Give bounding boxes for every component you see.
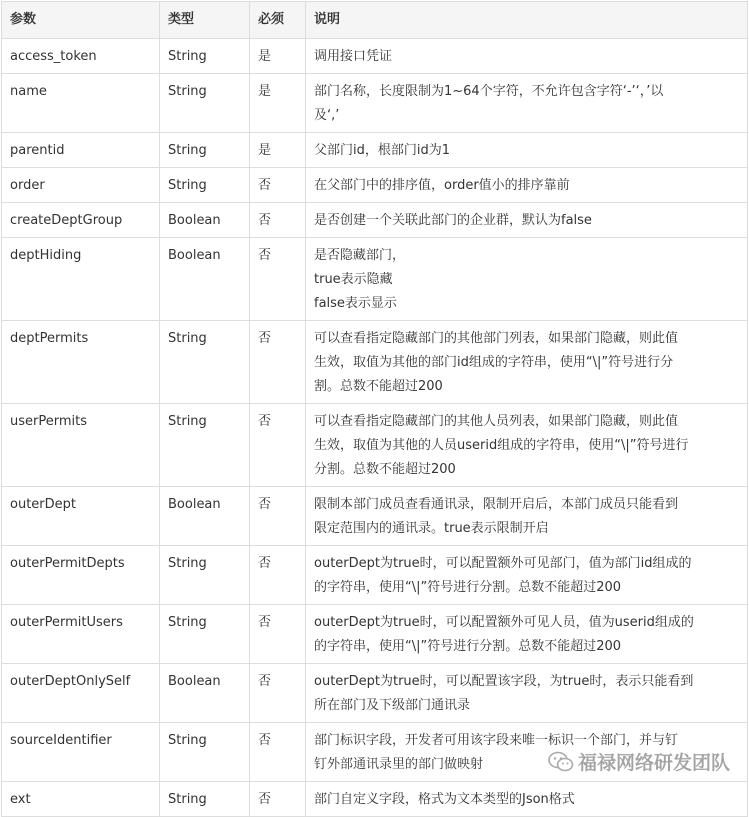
description-cell [306,238,748,321]
description-cell [306,168,748,203]
description-line: 限制本部门成员查看通讯录，限制开启后，本部门成员只能看到 [314,497,679,512]
param-cell: order [2,168,160,203]
type-cell: Boolean [160,238,250,321]
table-row [2,74,748,133]
description-line: outerDept为true时，可以配置该字段，为true时，表示只能看到 [314,674,694,689]
table-header-row [2,2,748,39]
description-line: outerDept为true时，可以配置额外可见部门，值为部门id组成的 [314,556,692,571]
required-cell: 否 [250,487,306,546]
description-cell [306,546,748,605]
type-cell: String [160,74,250,133]
required-cell: 否 [250,723,306,782]
required-cell: 是 [250,74,306,133]
description-line: 的字符串，使用“\|”符号进行分割。总数不能超过200 [314,639,622,654]
type-cell: String [160,723,250,782]
description-line: 部门自定义字段，格式为文本类型的Json格式 [314,792,575,807]
description-line: 父部门id，根部门id为1 [314,143,450,158]
required-cell: 否 [250,546,306,605]
description-line: outerDept为true时，可以配置额外可见人员，值为userid组成的 [314,615,694,630]
description-line: 所在部门及下级部门通讯录 [314,698,471,713]
description-cell [306,487,748,546]
wechat-logo-icon [548,751,574,773]
watermark [548,748,730,775]
description-line: 的字符串，使用“\|”符号进行分割。总数不能超过200 [314,580,622,595]
description-line: 是否隐藏部门， [314,248,406,263]
table-row [2,238,748,321]
param-cell: userPermits [2,404,160,487]
description-cell [306,782,748,817]
table-row [2,133,748,168]
description-line: 在父部门中的排序值，order值小的排序靠前 [314,178,570,193]
header-param: 参数 [2,2,160,39]
params-table [1,1,748,817]
description-line: 及‘,’ [314,108,340,123]
description-line: 钉外部通讯录里的部门做映射 [314,757,484,772]
param-cell: createDeptGroup [2,203,160,238]
description-cell [306,404,748,487]
required-cell: 否 [250,782,306,817]
type-cell: String [160,546,250,605]
param-cell: outerDeptOnlySelf [2,664,160,723]
table-row [2,168,748,203]
description-line: 生效，取值为其他的部门id组成的字符串，使用“\|”符号进行分 [314,355,674,370]
table-row [2,404,748,487]
description-cell [306,39,748,74]
description-cell [306,133,748,168]
description-cell [306,605,748,664]
param-cell: parentid [2,133,160,168]
description-line: true表示隐藏 [314,272,393,287]
table-row [2,546,748,605]
type-cell: String [160,321,250,404]
param-cell: deptHiding [2,238,160,321]
type-cell: String [160,133,250,168]
watermark-text: 福禄网络研发团队 [578,752,731,774]
type-cell: Boolean [160,487,250,546]
description-line: false表示显示 [314,296,397,311]
table-row [2,321,748,404]
description-line: 可以查看指定隐藏部门的其他人员列表，如果部门隐藏，则此值 [314,414,679,429]
param-cell: name [2,74,160,133]
param-cell: ext [2,782,160,817]
required-cell: 否 [250,605,306,664]
table-row [2,39,748,74]
required-cell: 是 [250,39,306,74]
description-line: 调用接口凭证 [314,49,393,64]
required-cell: 是 [250,133,306,168]
type-cell: String [160,39,250,74]
header-type: 类型 [160,2,250,39]
required-cell: 否 [250,203,306,238]
type-cell: Boolean [160,203,250,238]
description-line: 生效，取值为其他的人员userid组成的字符串，使用“\|”符号进行 [314,438,689,453]
description-cell [306,321,748,404]
description-line: 部门名称，长度限制为1~64个字符，不允许包含字符‘-’‘，’以 [314,84,664,99]
param-cell: sourceIdentifier [2,723,160,782]
table-row [2,605,748,664]
type-cell: String [160,404,250,487]
required-cell: 否 [250,168,306,203]
description-line: 分割。总数不能超过200 [314,462,456,477]
table-row [2,203,748,238]
required-cell: 否 [250,238,306,321]
description-line: 是否创建一个关联此部门的企业群，默认为false [314,213,592,228]
param-cell: deptPermits [2,321,160,404]
description-line: 限定范围内的通讯录。true表示限制开启 [314,521,549,536]
header-required: 必须 [250,2,306,39]
param-cell: outerPermitDepts [2,546,160,605]
description-cell [306,203,748,238]
description-line: 部门标识字段，开发者可用该字段来唯一标识一个部门，并与钉 [314,733,679,748]
required-cell: 否 [250,404,306,487]
type-cell: String [160,605,250,664]
description-line: 割。总数不能超过200 [314,379,443,394]
param-cell: outerDept [2,487,160,546]
description-cell [306,74,748,133]
param-cell: outerPermitUsers [2,605,160,664]
table-row [2,664,748,723]
type-cell: String [160,168,250,203]
param-cell: access_token [2,39,160,74]
header-description: 说明 [306,2,748,39]
required-cell: 否 [250,664,306,723]
description-line: 可以查看指定隐藏部门的其他部门列表，如果部门隐藏，则此值 [314,331,679,346]
table-row [2,782,748,817]
required-cell: 否 [250,321,306,404]
description-cell [306,664,748,723]
type-cell: Boolean [160,664,250,723]
type-cell: String [160,782,250,817]
table-row [2,487,748,546]
